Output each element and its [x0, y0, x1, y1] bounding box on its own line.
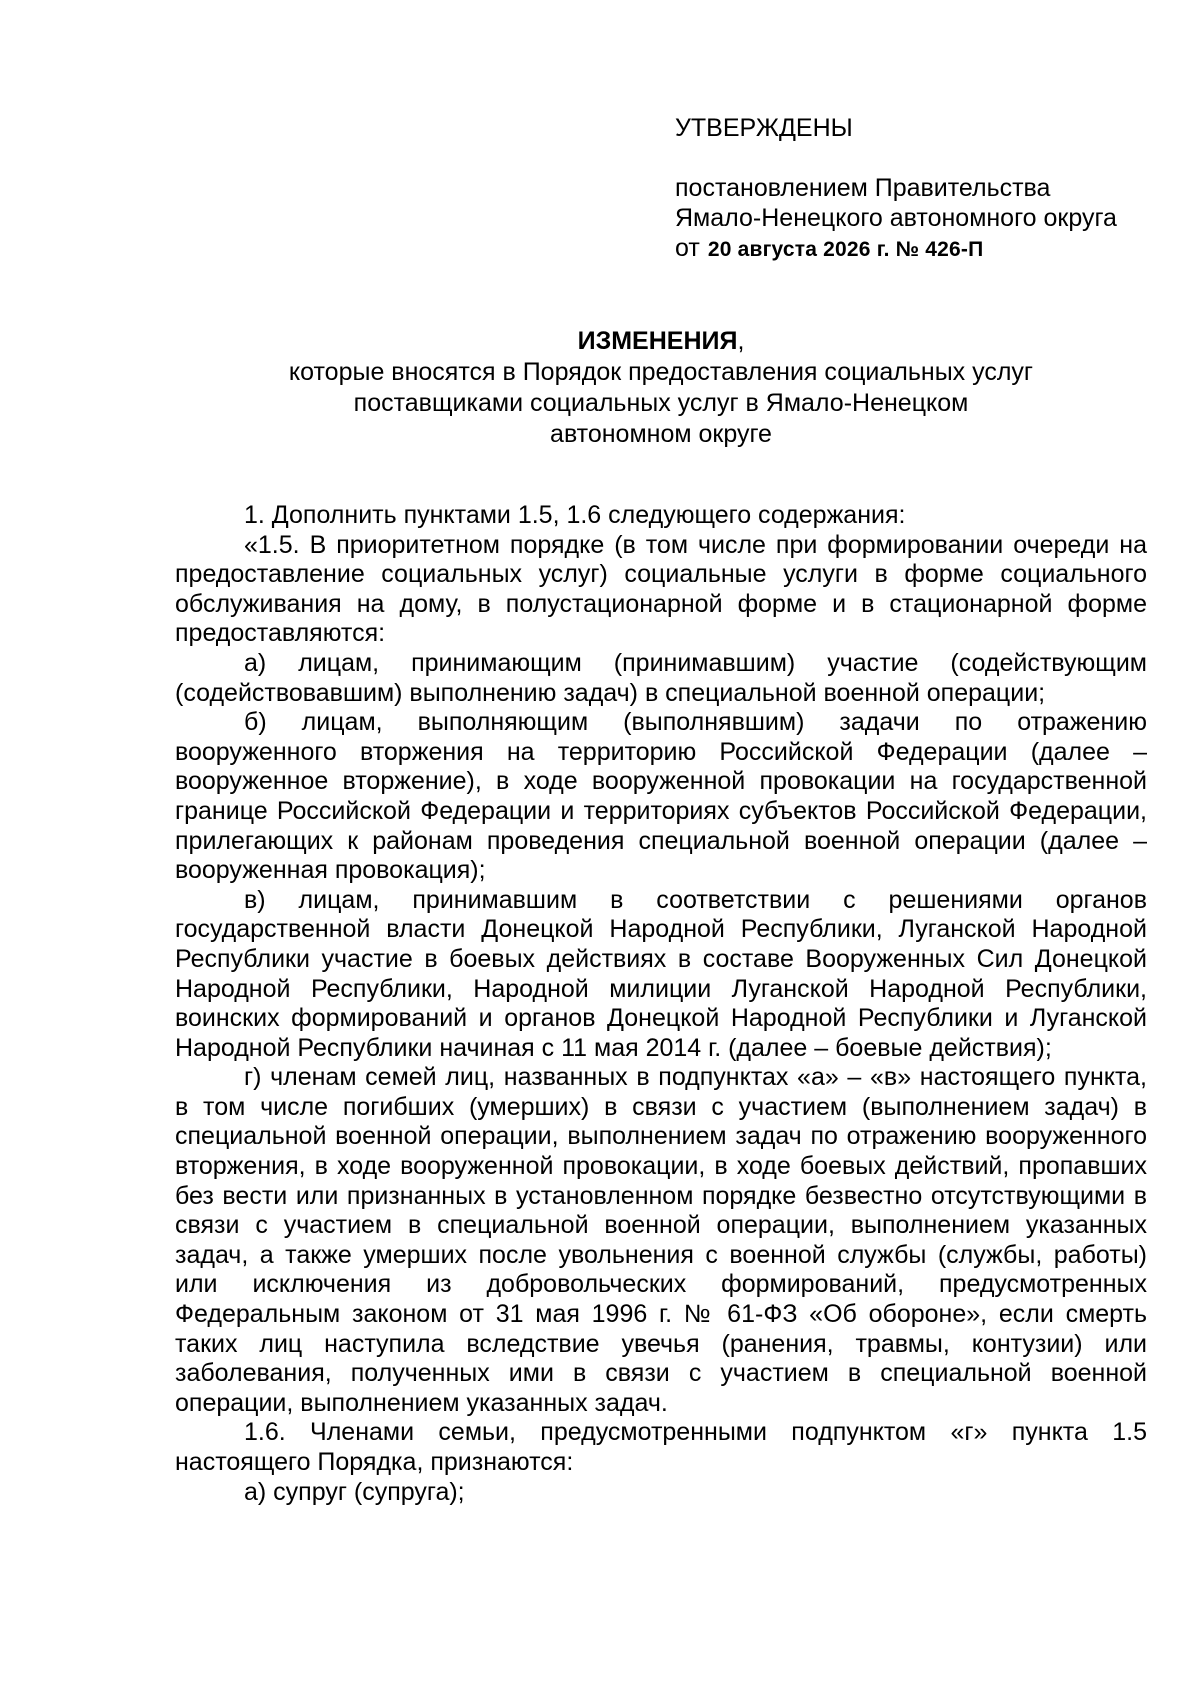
paragraph: 1. Дополнить пунктами 1.5, 1.6 следующего содержания: — [244, 501, 906, 529]
approval-block — [675, 113, 1117, 265]
heading-line-2: поставщиками социальных услуг в Ямало-Ненецком — [353, 389, 969, 417]
approval-date-prefix: от — [675, 234, 700, 262]
approval-date-stamp: 20 августа 2026 г. № 426-П — [707, 238, 984, 261]
heading-title-line — [175, 326, 1147, 357]
heading-title-suffix: , — [737, 327, 745, 355]
paragraph: г) членам семей лиц, названных в подпунктах «а» – «в» настоящего пункта, в том числе погибших (умерших) в связи с участием (выполнением задач) в специальной военной операции, выполнением задач по отражению вооруженного вторжения, в ходе вооруженной провокации, в ходе боевых действий, пропавших без вести или признанных в установленном порядке безвестно отсутствующими в связи с участием в специальной военной операции, выполнением указанных задач, а также умерших после увольнения с военной службы (службы, работы) или исключения из добровольческих формирований, предусмотренных Федеральным законом от 31 мая 1996 г. № 61-ФЗ «Об обороне», если смерть таких лиц наступила вследствие увечья (ранения, травмы, контузии) или заболевания, полученных ими в связи с участием в специальной военной операции, выполнением указанных задач. — [175, 1063, 1147, 1417]
paragraph: а) лицам, принимающим (принимавшим) участие (содействующим (содействовавшим) выполнению задач) в специальной военной операции; — [175, 648, 1147, 707]
document-heading — [175, 326, 1147, 450]
paragraph: а) супруг (супруга); — [244, 1477, 465, 1506]
paragraph: 1.6. Членами семьи, предусмотренными подпунктом «г» пункта 1.5 настоящего Порядка, признаются: — [175, 1418, 1147, 1476]
heading-line-3: автономном округе — [550, 420, 772, 448]
approval-date-line — [675, 233, 1117, 265]
approval-line-1: постановлением Правительства — [675, 174, 1051, 202]
approval-stamp-title: УТВЕРЖДЕНЫ — [675, 114, 853, 142]
approval-line-2: Ямало-Ненецкого автономного округа — [675, 204, 1117, 232]
document-body — [175, 501, 1147, 1507]
heading-line-1: которые вносятся в Порядок предоставления социальных услуг — [288, 358, 1034, 386]
heading-title: ИЗМЕНЕНИЯ — [577, 327, 738, 355]
paragraph: в) лицам, принимавшим в соответствии с решениями органов государственной власти Донецкой Народной Республики, Луганской Народной Республики участие в боевых действиях в составе Вооруженных Сил Донецкой Народной Республики, Народной милиции Луганской Народной Республики, воинских формирований и органов Донецкой Народной Республики и Луганской Народной Республики начиная с 11 мая 2014 г. (далее – боевые действия); — [175, 885, 1147, 1062]
paragraph: б) лицам, выполняющим (выполнявшим) задачи по отражению вооруженного вторжения на территорию Российской Федерации (далее – вооруженное вторжение), в ходе вооруженной провокации на государственной границе Российской Федерации и территориях субъектов Российской Федерации, прилегающих к районам проведения специальной военной операции (далее – вооруженная провокация); — [175, 708, 1147, 885]
paragraph: «1.5. В приоритетном порядке (в том числе при формировании очереди на предоставление социальных услуг) социальные услуги в форме социального обслуживания на дому, в полустационарной форме и в стационарной форме предоставляются: — [175, 530, 1147, 648]
